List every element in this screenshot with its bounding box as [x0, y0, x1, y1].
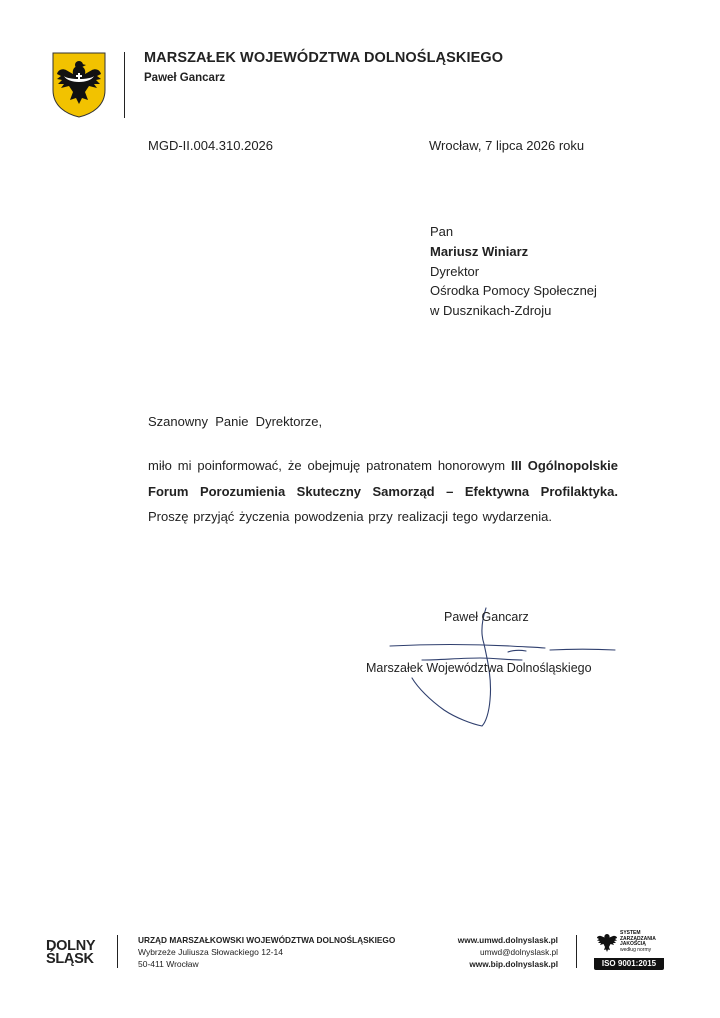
footer-divider-left [117, 935, 118, 968]
iso-text-4: według normy [620, 946, 652, 953]
recipient-position: Dyrektor [430, 263, 480, 279]
body-line-1 [148, 458, 618, 473]
recipient-institution-line2: w Dusznikach-Zdroju [430, 303, 552, 319]
header-divider [124, 52, 125, 118]
footer-office-address [138, 934, 395, 970]
iso-text-3: JAKOŚCIĄ [620, 941, 646, 947]
place-date: Wrocław, 7 lipca 2026 roku [429, 138, 585, 153]
bip-link[interactable]: www.bip.dolnyslask.pl [469, 959, 558, 969]
body-line-1-text: miło mi poinformować, że obejmuję patronatem honorowym [148, 458, 506, 473]
letter-salutation: Szanowny Panie Dyrektorze, [148, 414, 323, 429]
body-line-1-bold: III Ogólnopolskie [510, 458, 618, 473]
website-link[interactable]: www.umwd.dolnyslask.pl [457, 935, 558, 945]
office-city: 50-411 Wrocław [138, 959, 199, 969]
footer-divider-right [576, 935, 577, 968]
header-subtitle: Paweł Gancarz [144, 72, 226, 84]
logo-line-1: DOLNY [46, 938, 96, 954]
office-street: Wybrzeże Juliusza Słowackiego 12-14 [138, 947, 283, 957]
reference-number: MGD-II.004.310.2026 [148, 138, 274, 153]
coat-of-arms-icon [52, 52, 106, 118]
dolny-slask-logo [46, 940, 95, 966]
signature-name: Paweł Gancarz [444, 610, 529, 624]
signature-title: Marszałek Województwa Dolnośląskiego [366, 661, 592, 675]
office-name: URZĄD MARSZAŁKOWSKI WOJEWÓDZTWA DOLNOŚLĄSKIEGO [138, 935, 396, 945]
recipient-block [430, 222, 597, 321]
logo-line-2: ŚLĄSK [46, 951, 94, 967]
body-line-2: Forum Porozumienia Skuteczny Samorząd – Efektywna Profilaktyka. [148, 484, 618, 499]
iso-certification-badge [594, 930, 664, 970]
iso-text-1: SYSTEM [620, 930, 641, 936]
recipient-salutation-word: Pan [430, 224, 454, 239]
body-line-3: Proszę przyjąć życzenia powodzenia przy realizacji tego wydarzenia. [148, 509, 552, 524]
footer-contact [420, 934, 558, 970]
header-title: MARSZAŁEK WOJEWÓDZTWA DOLNOŚLĄSKIEGO [144, 50, 504, 66]
email-link[interactable]: umwd@dolnyslask.pl [479, 947, 558, 957]
recipient-name: Mariusz Winiarz [430, 243, 529, 259]
eagle-icon [596, 931, 618, 957]
iso-text-2: ZARZĄDZANIA [620, 935, 656, 942]
iso-label: ISO 9001:2015 [594, 958, 664, 970]
recipient-institution-line1: Ośrodka Pomocy Społecznej [430, 283, 597, 299]
